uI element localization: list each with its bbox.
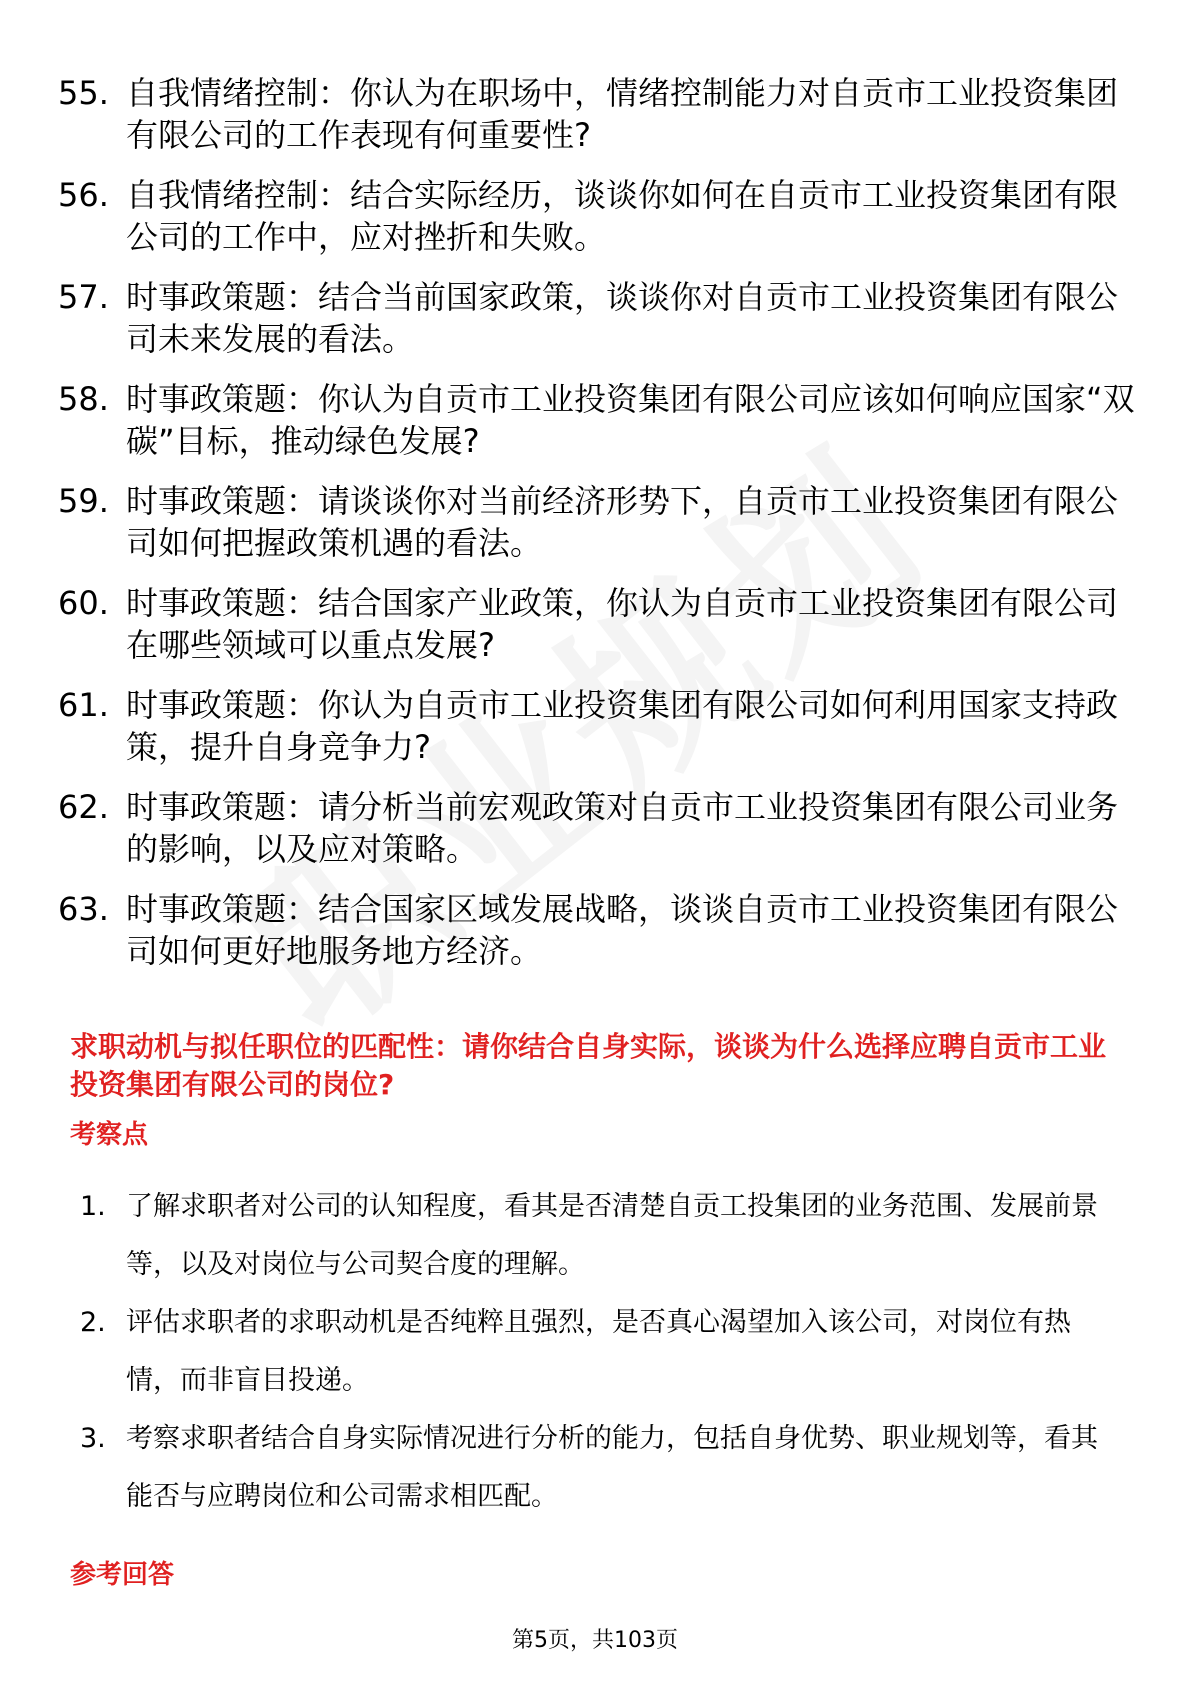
list-item xyxy=(58,786,1138,870)
reference-answer-heading: 参考回答 xyxy=(70,1560,175,1590)
page-number: 第5页，共103页 xyxy=(512,1628,678,1653)
point-number: 2. xyxy=(80,1307,106,1338)
list-item xyxy=(58,174,1138,258)
point-number: 3. xyxy=(80,1423,106,1454)
list-item xyxy=(80,1410,1120,1526)
question-number: 61. xyxy=(58,686,109,724)
section-heading: 求职动机与拟任职位的匹配性：请你结合自身实际，谈谈为什么选择应聘自贡市工业投资集团有限公司的岗位? xyxy=(70,1030,1107,1101)
question-number: 58. xyxy=(58,380,109,418)
question-number: 62. xyxy=(58,788,109,826)
examine-points-list xyxy=(80,1178,1120,1526)
question-number: 55. xyxy=(58,74,109,112)
list-item xyxy=(80,1294,1120,1410)
question-list xyxy=(58,72,1138,990)
point-text: 评估求职者的求职动机是否纯粹且强烈，是否真心渴望加入该公司，对岗位有热情，而非盲目投递。 xyxy=(126,1307,1071,1396)
question-number: 59. xyxy=(58,482,109,520)
question-number: 60. xyxy=(58,584,109,622)
question-text: 时事政策题：请分析当前宏观政策对自贡市工业投资集团有限公司业务的影响，以及应对策略。 xyxy=(126,788,1119,868)
list-item xyxy=(58,582,1138,666)
question-text: 时事政策题：结合国家区域发展战略，谈谈自贡市工业投资集团有限公司如何更好地服务地方经济。 xyxy=(126,890,1119,970)
question-number: 63. xyxy=(58,890,109,928)
list-item xyxy=(58,378,1138,462)
list-item xyxy=(80,1178,1120,1294)
list-item xyxy=(58,276,1138,360)
point-number: 1. xyxy=(80,1191,106,1222)
list-item xyxy=(58,480,1138,564)
list-item xyxy=(58,684,1138,768)
point-text: 考察求职者结合自身实际情况进行分析的能力，包括自身优势、职业规划等，看其能否与应聘岗位和公司需求相匹配。 xyxy=(126,1423,1098,1512)
question-text: 自我情绪控制：结合实际经历，谈谈你如何在自贡市工业投资集团有限公司的工作中，应对挫折和失败。 xyxy=(126,176,1119,256)
list-item xyxy=(58,888,1138,972)
question-text: 时事政策题：你认为自贡市工业投资集团有限公司如何利用国家支持政策，提升自身竞争力? xyxy=(126,686,1119,766)
list-item xyxy=(58,72,1138,156)
question-text: 时事政策题：请谈谈你对当前经济形势下，自贡市工业投资集团有限公司如何把握政策机遇的看法。 xyxy=(126,482,1119,562)
question-number: 56. xyxy=(58,176,109,214)
point-text: 了解求职者对公司的认知程度，看其是否清楚自贡工投集团的业务范围、发展前景等，以及对岗位与公司契合度的理解。 xyxy=(126,1191,1098,1280)
question-text: 时事政策题：你认为自贡市工业投资集团有限公司应该如何响应国家“双碳”目标，推动绿色发展? xyxy=(126,380,1135,460)
examine-points-heading: 考察点 xyxy=(70,1120,149,1150)
question-text: 时事政策题：结合国家产业政策，你认为自贡市工业投资集团有限公司在哪些领域可以重点发展? xyxy=(126,584,1119,664)
question-text: 时事政策题：结合当前国家政策，谈谈你对自贡市工业投资集团有限公司未来发展的看法。 xyxy=(126,278,1119,358)
question-number: 57. xyxy=(58,278,109,316)
question-text: 自我情绪控制：你认为在职场中，情绪控制能力对自贡市工业投资集团有限公司的工作表现有何重要性? xyxy=(126,74,1119,154)
